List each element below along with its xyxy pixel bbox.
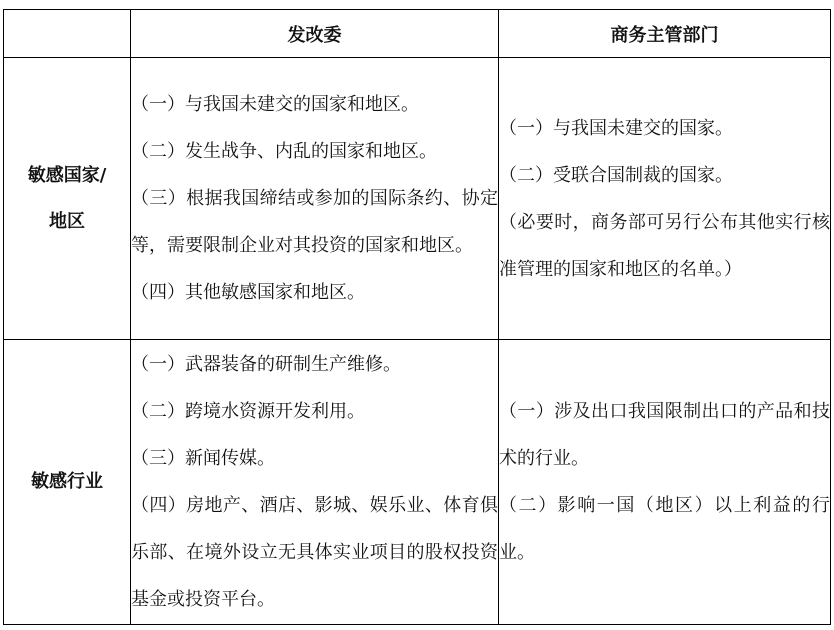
header-blank-cell bbox=[4, 10, 131, 58]
ndrc-sensitive-regions-cell bbox=[131, 58, 499, 340]
list-item: （二）受联合国制裁的国家。 bbox=[499, 164, 733, 186]
list-item: （四）房地产、酒店、影城、娱乐业、体育俱乐部、在境外设立无具体实业项目的股权投资基金或投资平台。 bbox=[131, 495, 498, 610]
list-item: （一）涉及出口我国限制出口的产品和技术的行业。 bbox=[499, 401, 830, 469]
header-mofcom: 商务主管部门 bbox=[499, 10, 831, 58]
row-label-line: 地区 bbox=[49, 210, 85, 232]
list-item: （一）与我国未建交的国家。 bbox=[499, 117, 733, 139]
list-item: （三）根据我国缔结或参加的国际条约、协定等，需要限制企业对其投资的国家和地区。 bbox=[131, 188, 498, 256]
table-row-sensitive-regions bbox=[4, 58, 831, 340]
list-item: （二）发生战争、内乱的国家和地区。 bbox=[131, 141, 437, 162]
list-item: （二）影响一国（地区）以上利益的行业。 bbox=[499, 495, 830, 563]
list-item: （二）跨境水资源开发利用。 bbox=[131, 401, 365, 422]
row-label-sensitive-regions bbox=[4, 58, 131, 340]
header-row bbox=[4, 10, 831, 58]
header-ndrc: 发改委 bbox=[131, 10, 499, 58]
list-item: （一）武器装备的研制生产维修。 bbox=[131, 354, 401, 375]
table-row-sensitive-industries bbox=[4, 340, 831, 625]
list-item: （四）其他敏感国家和地区。 bbox=[131, 282, 365, 303]
comparison-table bbox=[3, 9, 831, 625]
list-item: （三）新闻传媒。 bbox=[131, 448, 275, 469]
row-label-line: 敏感行业 bbox=[31, 471, 103, 492]
row-label-line: 敏感国家/ bbox=[27, 164, 107, 186]
list-item: （一）与我国未建交的国家和地区。 bbox=[131, 94, 419, 115]
mofcom-sensitive-industries-cell bbox=[499, 340, 831, 625]
mofcom-sensitive-regions-cell bbox=[499, 58, 831, 340]
list-item: （必要时，商务部可另行公布其他实行核准管理的国家和地区的名单。） bbox=[499, 211, 830, 280]
row-label-sensitive-industries bbox=[4, 340, 131, 625]
ndrc-sensitive-industries-cell bbox=[131, 340, 499, 625]
